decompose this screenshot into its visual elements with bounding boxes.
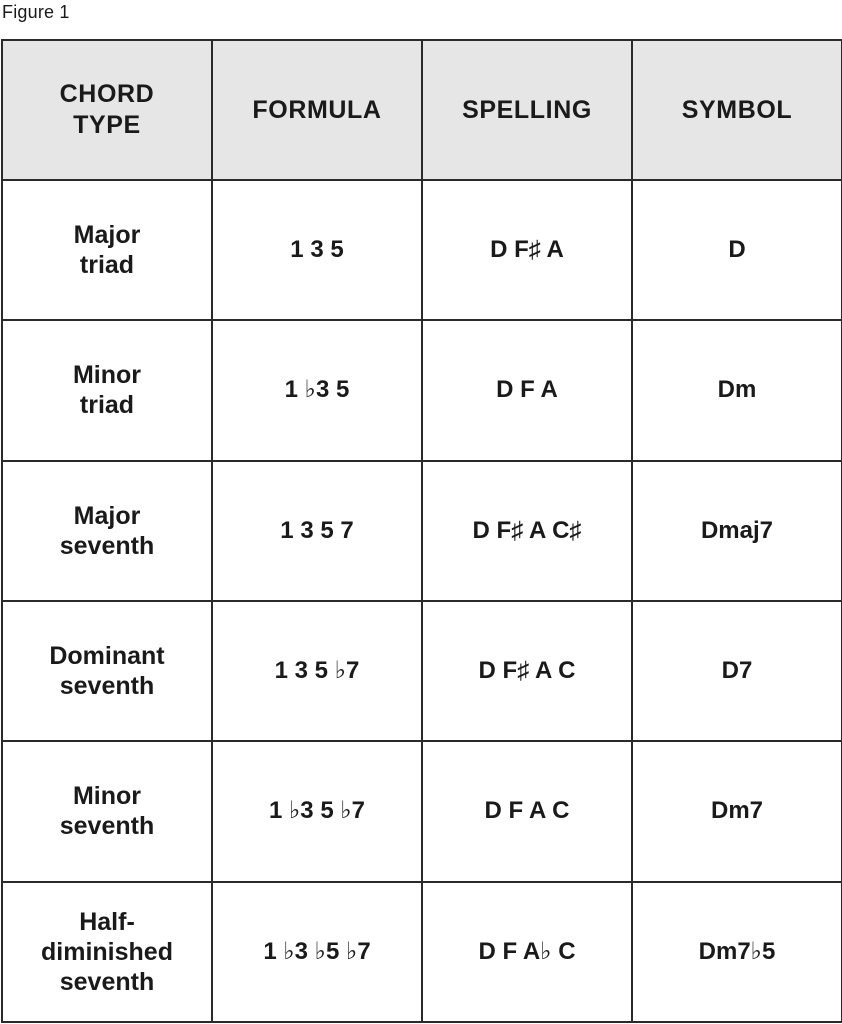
symbol-cell: Dm7 [632, 741, 842, 881]
header-row [2, 40, 842, 180]
formula-cell: 1 ♭3 ♭5 ♭7 [212, 882, 422, 1022]
table-row [2, 320, 842, 460]
chord-type-line: triad [79, 251, 135, 280]
chord-type-line: Minor [72, 782, 142, 811]
chord-type-cell [2, 320, 212, 460]
figure-caption: Figure 1 [2, 2, 70, 22]
chord-type-line: seventh [59, 531, 155, 560]
symbol-cell: Dm [632, 320, 842, 460]
chord-type-line: Half- [79, 907, 135, 936]
chord-type-line: seventh [59, 967, 155, 996]
symbol-cell: D [632, 180, 842, 320]
formula-cell: 1 ♭3 5 ♭7 [212, 741, 422, 881]
table-row [2, 601, 842, 741]
formula-cell: 1 3 5 [212, 180, 422, 320]
spelling-cell: D F♯ A C♯ [422, 461, 632, 601]
spelling-cell: D F A C [422, 741, 632, 881]
spelling-cell: D F A♭ C [422, 882, 632, 1022]
chord-type-line: diminished [41, 937, 173, 966]
table-row [2, 882, 842, 1022]
spelling-cell: D F♯ A C [422, 601, 632, 741]
symbol-cell: Dmaj7 [632, 461, 842, 601]
chord-type-cell [2, 741, 212, 881]
symbol-cell: Dm7♭5 [632, 882, 842, 1022]
table-row [2, 741, 842, 881]
chord-type-line: seventh [59, 812, 155, 841]
chord-type-line: seventh [59, 672, 155, 701]
symbol-cell: D7 [632, 601, 842, 741]
table-row [2, 180, 842, 320]
header-formula: FORMULA [212, 40, 422, 180]
spelling-cell: D F A [422, 320, 632, 460]
chord-type-line: Major [73, 501, 141, 530]
chord-type-line: triad [79, 391, 135, 420]
header-symbol: SYMBOL [632, 40, 842, 180]
chord-table [1, 39, 842, 1023]
chord-type-cell [2, 461, 212, 601]
header-chord-type [2, 40, 212, 180]
header-spelling: SPELLING [422, 40, 632, 180]
chord-type-line: Dominant [49, 642, 165, 671]
header-chord-type-label: CHORD TYPE [59, 80, 155, 139]
chord-type-cell [2, 180, 212, 320]
table-row [2, 461, 842, 601]
formula-cell: 1 3 5 ♭7 [212, 601, 422, 741]
chord-type-cell [2, 882, 212, 1022]
chord-type-line: Minor [72, 361, 142, 390]
formula-cell: 1 3 5 7 [212, 461, 422, 601]
formula-cell: 1 ♭3 5 [212, 320, 422, 460]
spelling-cell: D F♯ A [422, 180, 632, 320]
chord-type-line: Major [73, 221, 141, 250]
chord-type-cell [2, 601, 212, 741]
